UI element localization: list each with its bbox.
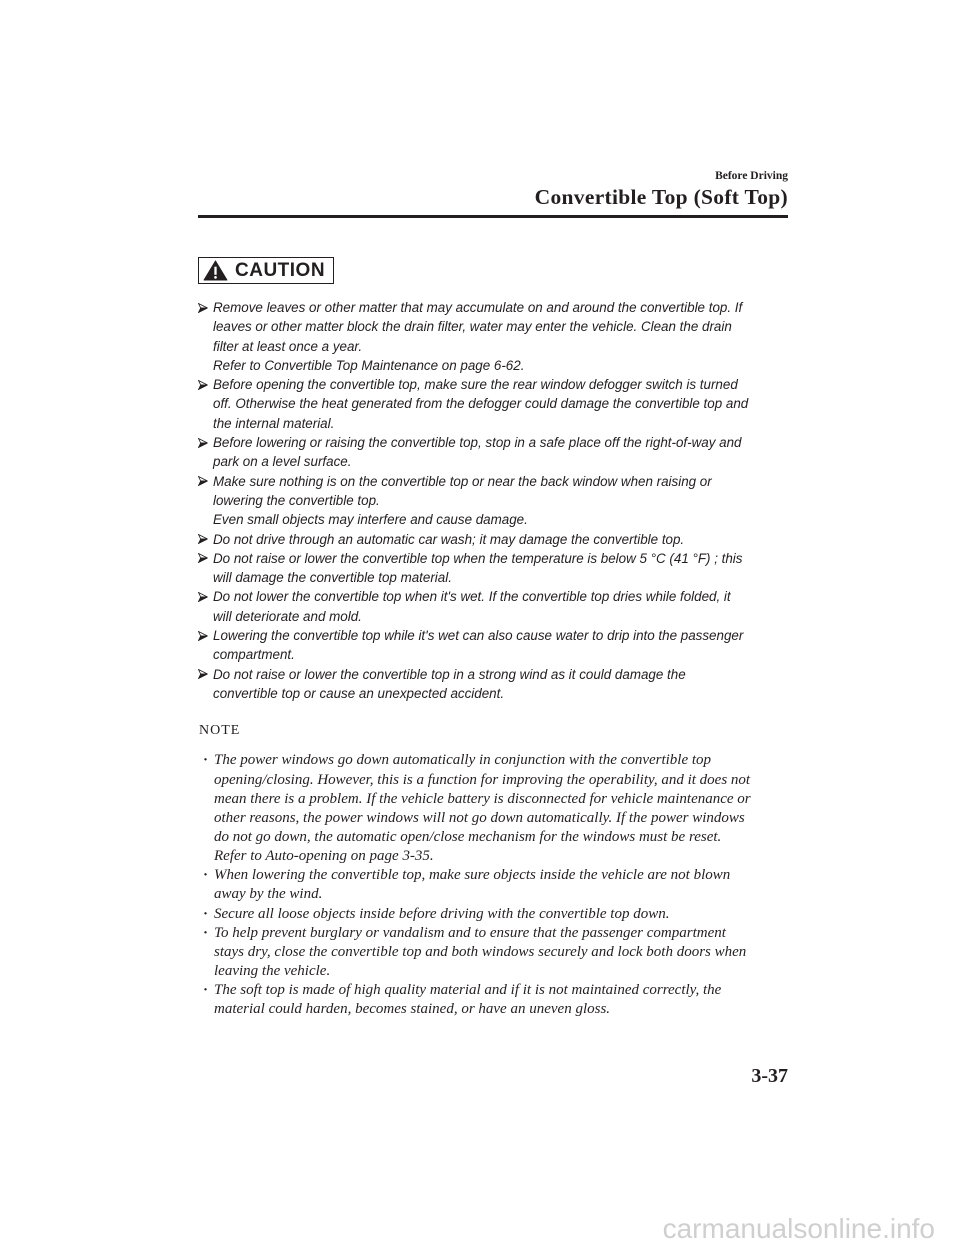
note-text-line: stays dry, close the convertible top and both windows securely and lock both doors when bbox=[214, 943, 747, 960]
note-text-line: Refer to Auto-opening on page 3-35. bbox=[214, 848, 434, 865]
caution-list-item bbox=[198, 472, 798, 530]
watermark: carmanualsonline.info bbox=[662, 1213, 935, 1244]
page-title: Convertible Top (Soft Top) bbox=[534, 185, 788, 209]
caution-text-line: lowering the convertible top. bbox=[213, 492, 380, 508]
caution-list-item bbox=[198, 665, 798, 704]
note-text-line: mean there is a problem. If the vehicle battery is disconnected for vehicle maintenance or bbox=[214, 790, 751, 807]
caution-list bbox=[198, 298, 798, 703]
caution-list-item bbox=[198, 587, 798, 626]
bullet-dot: · bbox=[203, 867, 209, 884]
note-text-line: other reasons, the power windows will not go down automatically. If the power windows bbox=[214, 809, 745, 826]
bullet-dot: · bbox=[203, 752, 209, 769]
caution-list-item bbox=[198, 298, 798, 375]
caution-label: CAUTION bbox=[235, 259, 326, 281]
note-text-line: leaving the vehicle. bbox=[214, 963, 331, 980]
caution-text-line: the internal material. bbox=[213, 415, 335, 431]
arrowhead-bullet-icon bbox=[198, 553, 208, 563]
caution-text-line: compartment. bbox=[213, 647, 295, 663]
caution-text-line: will damage the convertible top material. bbox=[213, 570, 452, 586]
caution-text-line: filter at least once a year. bbox=[213, 338, 363, 354]
arrowhead-bullet-icon bbox=[198, 669, 208, 679]
note-text-line: opening/closing. However, this is a function for improving the operability, and it does not bbox=[214, 771, 751, 788]
caution-list-item bbox=[198, 530, 798, 549]
caution-list-item bbox=[198, 549, 798, 588]
caution-text-line: Lowering the convertible top while it's wet can also cause water to drip into the passenger bbox=[213, 628, 744, 644]
caution-text-line: Make sure nothing is on the convertible top or near the back window when raising or bbox=[213, 473, 712, 489]
note-list-item bbox=[198, 905, 798, 924]
caution-text-line: Before opening the convertible top, make sure the rear window defogger switch is turned bbox=[213, 377, 738, 393]
arrowhead-bullet-icon bbox=[198, 380, 208, 390]
caution-text-line: Do not raise or lower the convertible top in a strong wind as it could damage the bbox=[213, 666, 686, 682]
header-rule bbox=[198, 215, 788, 218]
note-text-line: Secure all loose objects inside before driving with the convertible top down. bbox=[214, 905, 670, 922]
caution-text-line: off. Otherwise the heat generated from the defogger could damage the convertible top and bbox=[213, 396, 749, 412]
note-text-line: away by the wind. bbox=[214, 886, 323, 903]
arrowhead-bullet-icon bbox=[198, 476, 208, 486]
caution-text-line: Do not raise or lower the convertible top when the temperature is below 5 °C (41 °F) ; this bbox=[213, 550, 743, 566]
caution-list-item bbox=[198, 433, 798, 472]
caution-text-line: convertible top or cause an unexpected accident. bbox=[213, 685, 505, 701]
caution-list-item bbox=[198, 626, 798, 665]
caution-text-line: Before lowering or raising the convertible top, stop in a safe place off the right-of-way and bbox=[213, 435, 742, 451]
note-heading: NOTE bbox=[199, 723, 241, 738]
note-list bbox=[198, 751, 798, 1019]
note-list-item bbox=[198, 866, 798, 904]
note-text-line: The soft top is made of high quality material and if it is not maintained correctly, the bbox=[214, 982, 722, 999]
note-list-item bbox=[198, 751, 798, 866]
caution-text-line: will deteriorate and mold. bbox=[213, 608, 362, 624]
arrowhead-bullet-icon bbox=[198, 592, 208, 602]
note-text-line: When lowering the convertible top, make sure objects inside the vehicle are not blown bbox=[214, 867, 731, 884]
page-number: 3-37 bbox=[751, 1065, 788, 1087]
note-text-line: The power windows go down automatically in conjunction with the convertible top bbox=[214, 752, 712, 769]
note-text-line: To help prevent burglary or vandalism and to ensure that the passenger compartment bbox=[214, 924, 726, 941]
arrowhead-bullet-icon bbox=[198, 438, 208, 448]
note-text-line: do not go down, the automatic open/close mechanism for the windows must be reset. bbox=[214, 829, 722, 846]
caution-text-line: Remove leaves or other matter that may accumulate on and around the convertible top. If bbox=[213, 300, 743, 315]
arrowhead-bullet-icon bbox=[198, 303, 208, 313]
caution-banner bbox=[198, 257, 334, 284]
bullet-dot: · bbox=[203, 982, 209, 999]
arrowhead-bullet-icon bbox=[198, 631, 208, 641]
bullet-dot: · bbox=[203, 924, 209, 941]
section-name: Before Driving bbox=[715, 170, 788, 182]
note-list-item bbox=[198, 981, 798, 1019]
note-text-line: material could harden, becomes stained, or have an uneven gloss. bbox=[214, 1001, 611, 1018]
arrowhead-bullet-icon bbox=[198, 534, 208, 544]
caution-text-line: Do not drive through an automatic car wash; it may damage the convertible top. bbox=[213, 531, 685, 547]
caution-text-line: park on a level surface. bbox=[213, 454, 352, 470]
caution-text-line: Do not lower the convertible top when it's wet. If the convertible top dries while folded, it bbox=[213, 589, 731, 605]
caution-list-item bbox=[198, 375, 798, 433]
caution-text-line: Even small objects may interfere and cause damage. bbox=[213, 512, 528, 528]
bullet-dot: · bbox=[203, 905, 209, 922]
caution-text-line: Refer to Convertible Top Maintenance on page 6-62. bbox=[213, 357, 525, 373]
caution-text-line: leaves or other matter block the drain filter, water may enter the vehicle. Clean the drain bbox=[213, 319, 732, 335]
warning-triangle-icon bbox=[203, 260, 228, 281]
note-list-item bbox=[198, 924, 798, 981]
